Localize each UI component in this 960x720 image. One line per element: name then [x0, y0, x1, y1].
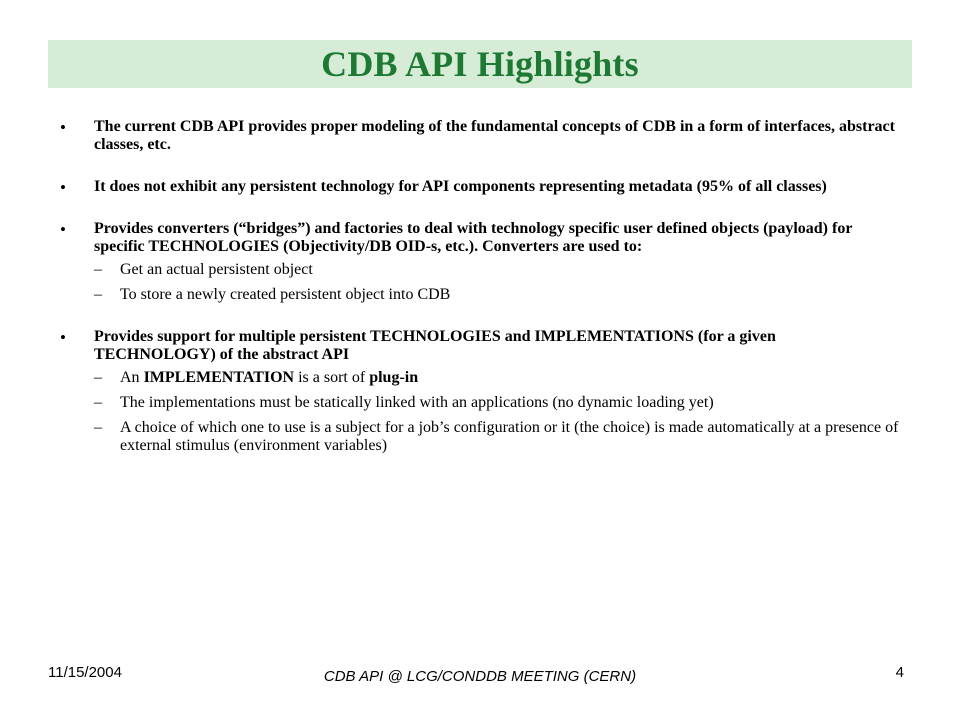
sub-item [94, 286, 900, 304]
bullet-marker: • [60, 220, 66, 239]
dash-marker: – [94, 369, 102, 386]
sub-item [94, 419, 900, 455]
bullet-item [58, 118, 900, 154]
sub-item-text: A choice of which one to use is a subject for a job’s configuration or it (the choice) is made automatically at a presence of external stimulus (environment variables) [120, 419, 899, 454]
sub-item-text-mid: is a sort of [294, 369, 370, 386]
sub-item-text: To store a newly created persistent object into CDB [120, 286, 451, 303]
dash-marker: – [94, 394, 102, 411]
page-number: 4 [895, 664, 904, 681]
footer-date: 11/15/2004 [48, 664, 122, 681]
dash-marker: – [94, 419, 102, 436]
bullet-marker: • [60, 178, 66, 197]
plug-in-term: plug-in [369, 369, 419, 386]
bullet-item [58, 328, 900, 455]
slide-title: CDB API Highlights [321, 44, 639, 84]
bullet-marker: • [60, 118, 66, 137]
sub-list [94, 261, 900, 304]
bullet-text: Provides converters (“bridges”) and factories to deal with technology specific user defined objects (payload) for specific TECHNOLOGIES (Objectivity/DB OID-s, etc.). Converters are used to: [94, 220, 853, 255]
bullet-text: The current CDB API provides proper modeling of the fundamental concepts of CDB in a form of interfaces, abstract classes, etc. [94, 118, 895, 153]
sub-list [94, 369, 900, 455]
bullet-text: Provides support for multiple persistent TECHNOLOGIES and IMPLEMENTATIONS (for a given TECHNOLOGY) of the abstract API [94, 328, 776, 363]
bullet-text: It does not exhibit any persistent technology for API components representing metadata (95% of all classes) [94, 178, 827, 195]
bullet-item [58, 220, 900, 304]
sub-item [94, 369, 900, 387]
bullet-item [58, 178, 900, 196]
slide-content [58, 118, 900, 479]
title-bar [48, 40, 912, 88]
sub-item-text: The implementations must be statically linked with an applications (no dynamic loading yet) [120, 394, 714, 411]
sub-item [94, 261, 900, 279]
footer-meeting-title: CDB API @ LCG/CONDDB MEETING (CERN) [323, 668, 637, 685]
sub-item [94, 394, 900, 412]
implementation-term: IMPLEMENTATION [143, 369, 295, 386]
dash-marker: – [94, 286, 102, 303]
sub-item-text-pre: An [120, 369, 144, 386]
bullet-marker: • [60, 328, 66, 347]
sub-item-text: Get an actual persistent object [120, 261, 313, 278]
dash-marker: – [94, 261, 102, 278]
